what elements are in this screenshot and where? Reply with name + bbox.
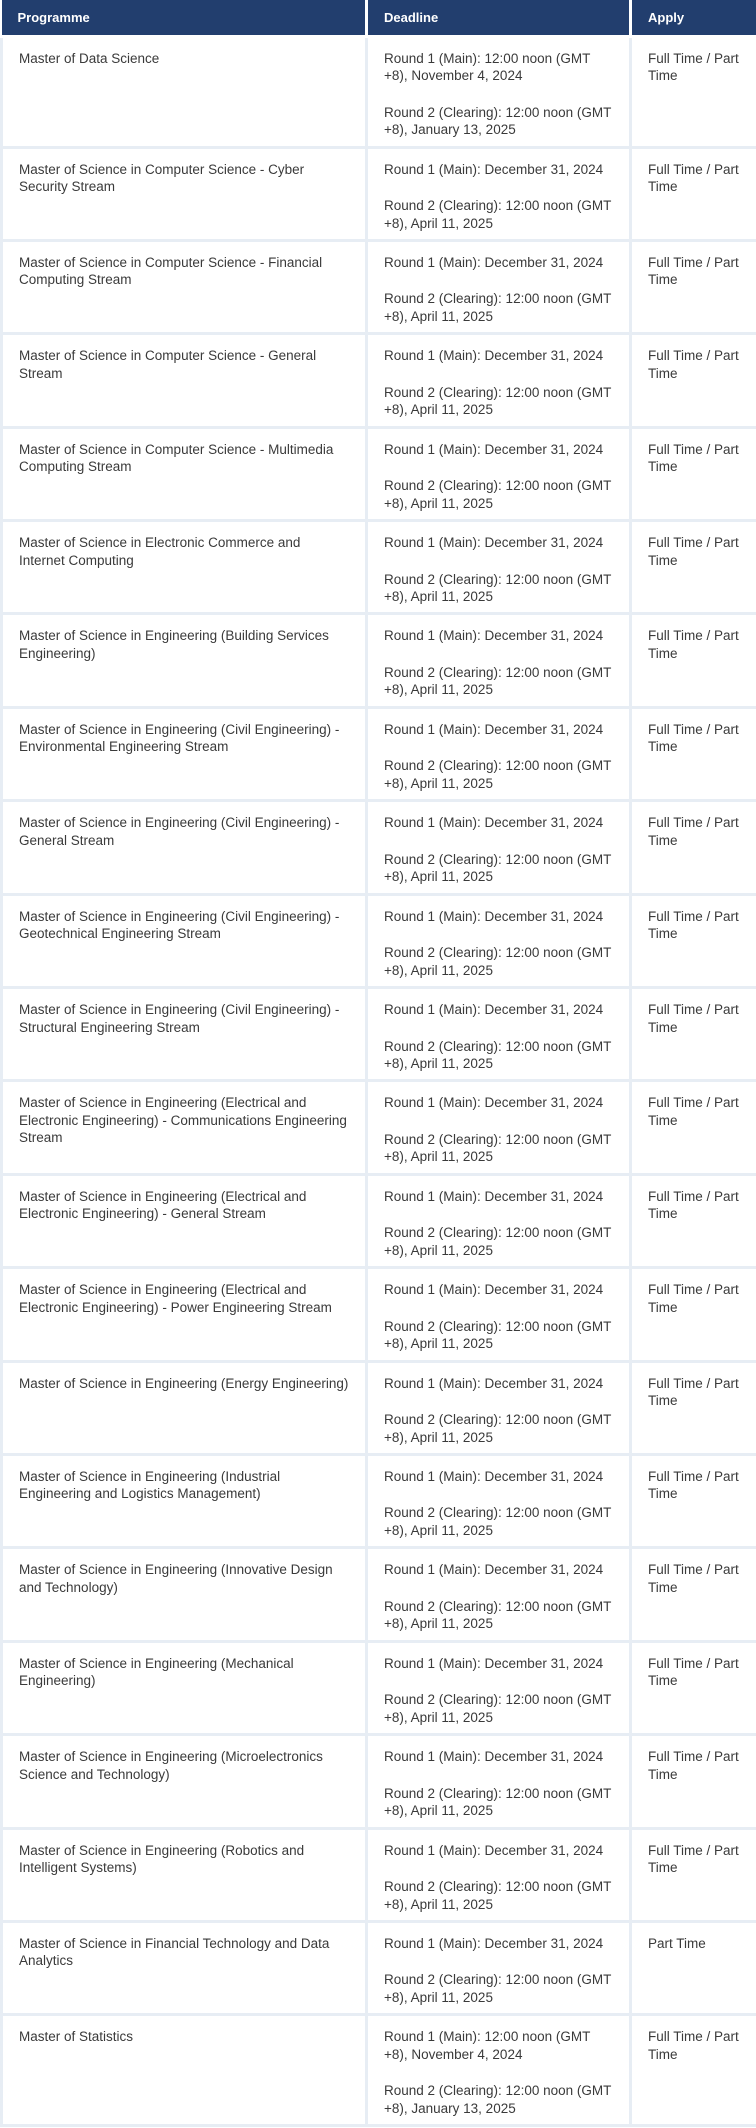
round-2-deadline: Round 2 (Clearing): 12:00 noon (GMT +8), April 11, 2025: [384, 664, 612, 698]
programme-cell: Master of Science in Engineering (Energy Engineering): [2, 1361, 367, 1454]
round-2-deadline: Round 2 (Clearing): 12:00 noon (GMT +8), April 11, 2025: [384, 1785, 612, 1819]
round-1-deadline: Round 1 (Main): December 31, 2024: [384, 535, 604, 551]
programme-cell: Master of Science in Engineering (Electrical and Electronic Engineering) - Communications Engineering Stream: [2, 1081, 367, 1174]
table-row: [2, 147, 756, 240]
round-2-deadline: Round 2 (Clearing): 12:00 noon (GMT +8), April 11, 2025: [384, 1318, 612, 1352]
table-header: [2, 0, 756, 36]
programme-cell: Master of Science in Financial Technology and Data Analytics: [2, 1921, 367, 2014]
deadline-cell: [367, 801, 631, 894]
table-row: [2, 1641, 756, 1734]
table-row: [2, 1081, 756, 1174]
round-1-deadline: Round 1 (Main): December 31, 2024: [384, 441, 604, 457]
round-2-deadline: Round 2 (Clearing): 12:00 noon (GMT +8), April 11, 2025: [384, 1412, 612, 1445]
deadline-cell: [367, 427, 631, 520]
round-2-deadline: Round 2 (Clearing): 12:00 noon (GMT +8), April 11, 2025: [384, 291, 612, 324]
deadline-cell: [367, 1174, 631, 1267]
round-1-deadline: Round 1 (Main): 12:00 noon (GMT +8), November 4, 2024: [384, 2029, 591, 2062]
header-deadline: Deadline: [367, 0, 631, 36]
programme-cell: Master of Science in Computer Science - Multimedia Computing Stream: [2, 427, 367, 520]
round-1-deadline: Round 1 (Main): December 31, 2024: [384, 1842, 604, 1858]
table-row: [2, 1268, 756, 1361]
apply-cell: Full Time / Part Time: [631, 894, 756, 987]
round-1-deadline: Round 1 (Main): December 31, 2024: [384, 1282, 604, 1298]
programme-cell: Master of Science in Engineering (Building Services Engineering): [2, 614, 367, 707]
table-row: [2, 1361, 756, 1454]
round-2-deadline: Round 2 (Clearing): 12:00 noon (GMT +8), April 11, 2025: [384, 851, 612, 885]
programme-cell: Master of Science in Computer Science - Financial Computing Stream: [2, 240, 367, 333]
programme-cell: Master of Science in Computer Science - General Stream: [2, 334, 367, 427]
table-row: [2, 1548, 756, 1641]
apply-cell: Full Time / Part Time: [631, 427, 756, 520]
deadline-cell: [367, 521, 631, 614]
round-2-deadline: Round 2 (Clearing): 12:00 noon (GMT +8), January 13, 2025: [384, 104, 612, 137]
apply-cell: Full Time / Part Time: [631, 240, 756, 333]
programme-cell: Master of Statistics: [2, 2015, 367, 2126]
apply-cell: Full Time / Part Time: [631, 334, 756, 427]
table-row: [2, 988, 756, 1081]
deadline-cell: [367, 707, 631, 800]
round-2-deadline: Round 2 (Clearing): 12:00 noon (GMT +8), April 11, 2025: [384, 1879, 612, 1912]
round-1-deadline: Round 1 (Main): December 31, 2024: [384, 161, 604, 177]
deadline-cell: [367, 614, 631, 707]
programme-cell: Master of Science in Engineering (Civil Engineering) - Geotechnical Engineering Stream: [2, 894, 367, 987]
table-row: [2, 240, 756, 333]
apply-cell: Full Time / Part Time: [631, 147, 756, 240]
programme-cell: Master of Science in Engineering (Civil Engineering) - General Stream: [2, 801, 367, 894]
table-row: [2, 334, 756, 427]
apply-cell: Full Time / Part Time: [631, 707, 756, 800]
deadline-cell: [367, 988, 631, 1081]
apply-cell: Full Time / Part Time: [631, 1081, 756, 1174]
table-row: [2, 427, 756, 520]
table-row: [2, 614, 756, 707]
apply-cell: Full Time / Part Time: [631, 988, 756, 1081]
table-row: [2, 521, 756, 614]
programme-cell: Master of Data Science: [2, 36, 367, 147]
apply-cell: Full Time / Part Time: [631, 36, 756, 147]
round-1-deadline: Round 1 (Main): December 31, 2024: [384, 1188, 604, 1204]
programme-cell: Master of Science in Engineering (Microelectronics Science and Technology): [2, 1735, 367, 1828]
programme-cell: Master of Science in Engineering (Electrical and Electronic Engineering) - General Stream: [2, 1174, 367, 1267]
programme-cell: Master of Science in Engineering (Civil Engineering) - Structural Engineering Stream: [2, 988, 367, 1081]
round-2-deadline: Round 2 (Clearing): 12:00 noon (GMT +8), April 11, 2025: [384, 1225, 612, 1258]
table-row: [2, 894, 756, 987]
apply-cell: Full Time / Part Time: [631, 1454, 756, 1547]
apply-cell: Full Time / Part Time: [631, 521, 756, 614]
table-row: [2, 707, 756, 800]
round-1-deadline: Round 1 (Main): December 31, 2024: [384, 1935, 604, 1951]
programme-cell: Master of Science in Electronic Commerce and Internet Computing: [2, 521, 367, 614]
table-row: [2, 1735, 756, 1828]
deadline-cell: [367, 240, 631, 333]
round-1-deadline: Round 1 (Main): December 31, 2024: [384, 348, 604, 364]
table-body: [2, 36, 756, 2126]
apply-cell: Full Time / Part Time: [631, 1174, 756, 1267]
deadline-cell: [367, 1921, 631, 2014]
round-1-deadline: Round 1 (Main): December 31, 2024: [384, 254, 604, 270]
apply-cell: Full Time / Part Time: [631, 1735, 756, 1828]
round-1-deadline: Round 1 (Main): December 31, 2024: [384, 908, 604, 924]
table-row: [2, 1828, 756, 1921]
apply-cell: Full Time / Part Time: [631, 1361, 756, 1454]
header-apply: Apply: [631, 0, 756, 36]
table-row: [2, 1454, 756, 1547]
deadline-cell: [367, 1641, 631, 1734]
deadline-cell: [367, 1454, 631, 1547]
deadline-cell: [367, 1361, 631, 1454]
table-row: [2, 36, 756, 147]
apply-cell: Full Time / Part Time: [631, 1641, 756, 1734]
header-row: [2, 0, 756, 36]
apply-cell: Part Time: [631, 1921, 756, 2014]
round-2-deadline: Round 2 (Clearing): 12:00 noon (GMT +8), April 11, 2025: [384, 198, 612, 231]
apply-cell: Full Time / Part Time: [631, 1548, 756, 1641]
deadline-cell: [367, 1268, 631, 1361]
deadline-cell: [367, 334, 631, 427]
deadline-cell: [367, 1735, 631, 1828]
table-row: [2, 1921, 756, 2014]
round-2-deadline: Round 2 (Clearing): 12:00 noon (GMT +8), April 11, 2025: [384, 1692, 612, 1725]
round-2-deadline: Round 2 (Clearing): 12:00 noon (GMT +8), April 11, 2025: [384, 758, 612, 791]
round-1-deadline: Round 1 (Main): December 31, 2024: [384, 1468, 604, 1484]
round-1-deadline: Round 1 (Main): December 31, 2024: [384, 1375, 604, 1391]
round-2-deadline: Round 2 (Clearing): 12:00 noon (GMT +8), April 11, 2025: [384, 945, 612, 978]
apply-cell: Full Time / Part Time: [631, 1268, 756, 1361]
programme-cell: Master of Science in Engineering (Electrical and Electronic Engineering) - Power Engineering Stream: [2, 1268, 367, 1361]
deadline-cell: [367, 36, 631, 147]
deadline-cell: [367, 1828, 631, 1921]
apply-cell: Full Time / Part Time: [631, 801, 756, 894]
round-2-deadline: Round 2 (Clearing): 12:00 noon (GMT +8), April 11, 2025: [384, 1131, 612, 1165]
programme-cell: Master of Science in Engineering (Robotics and Intelligent Systems): [2, 1828, 367, 1921]
apply-cell: Full Time / Part Time: [631, 614, 756, 707]
round-2-deadline: Round 2 (Clearing): 12:00 noon (GMT +8), April 11, 2025: [384, 1972, 612, 2005]
round-2-deadline: Round 2 (Clearing): 12:00 noon (GMT +8), April 11, 2025: [384, 1505, 612, 1538]
round-2-deadline: Round 2 (Clearing): 12:00 noon (GMT +8), April 11, 2025: [384, 384, 612, 418]
round-1-deadline: Round 1 (Main): December 31, 2024: [384, 721, 604, 737]
round-1-deadline: Round 1 (Main): December 31, 2024: [384, 1749, 604, 1765]
round-1-deadline: Round 1 (Main): December 31, 2024: [384, 815, 604, 831]
deadline-cell: [367, 1081, 631, 1174]
programme-cell: Master of Science in Engineering (Civil Engineering) - Environmental Engineering Stream: [2, 707, 367, 800]
round-2-deadline: Round 2 (Clearing): 12:00 noon (GMT +8), January 13, 2025: [384, 2083, 612, 2116]
round-2-deadline: Round 2 (Clearing): 12:00 noon (GMT +8), April 11, 2025: [384, 1038, 612, 1072]
round-2-deadline: Round 2 (Clearing): 12:00 noon (GMT +8), April 11, 2025: [384, 478, 612, 511]
table-row: [2, 1174, 756, 1267]
round-2-deadline: Round 2 (Clearing): 12:00 noon (GMT +8), April 11, 2025: [384, 571, 612, 605]
round-1-deadline: Round 1 (Main): December 31, 2024: [384, 1002, 604, 1018]
programme-cell: Master of Science in Computer Science - Cyber Security Stream: [2, 147, 367, 240]
programme-cell: Master of Science in Engineering (Industrial Engineering and Logistics Management): [2, 1454, 367, 1547]
deadline-cell: [367, 147, 631, 240]
programme-cell: Master of Science in Engineering (Innovative Design and Technology): [2, 1548, 367, 1641]
round-1-deadline: Round 1 (Main): December 31, 2024: [384, 1095, 604, 1111]
apply-cell: Full Time / Part Time: [631, 2015, 756, 2126]
round-1-deadline: Round 1 (Main): December 31, 2024: [384, 1562, 604, 1578]
header-programme: Programme: [2, 0, 367, 36]
table-row: [2, 801, 756, 894]
round-1-deadline: Round 1 (Main): 12:00 noon (GMT +8), November 4, 2024: [384, 50, 591, 83]
apply-cell: Full Time / Part Time: [631, 1828, 756, 1921]
round-2-deadline: Round 2 (Clearing): 12:00 noon (GMT +8), April 11, 2025: [384, 1598, 612, 1632]
deadline-cell: [367, 894, 631, 987]
table-row: [2, 2015, 756, 2126]
programme-cell: Master of Science in Engineering (Mechanical Engineering): [2, 1641, 367, 1734]
deadline-cell: [367, 1548, 631, 1641]
round-1-deadline: Round 1 (Main): December 31, 2024: [384, 1655, 604, 1671]
round-1-deadline: Round 1 (Main): December 31, 2024: [384, 628, 604, 644]
deadline-cell: [367, 2015, 631, 2126]
